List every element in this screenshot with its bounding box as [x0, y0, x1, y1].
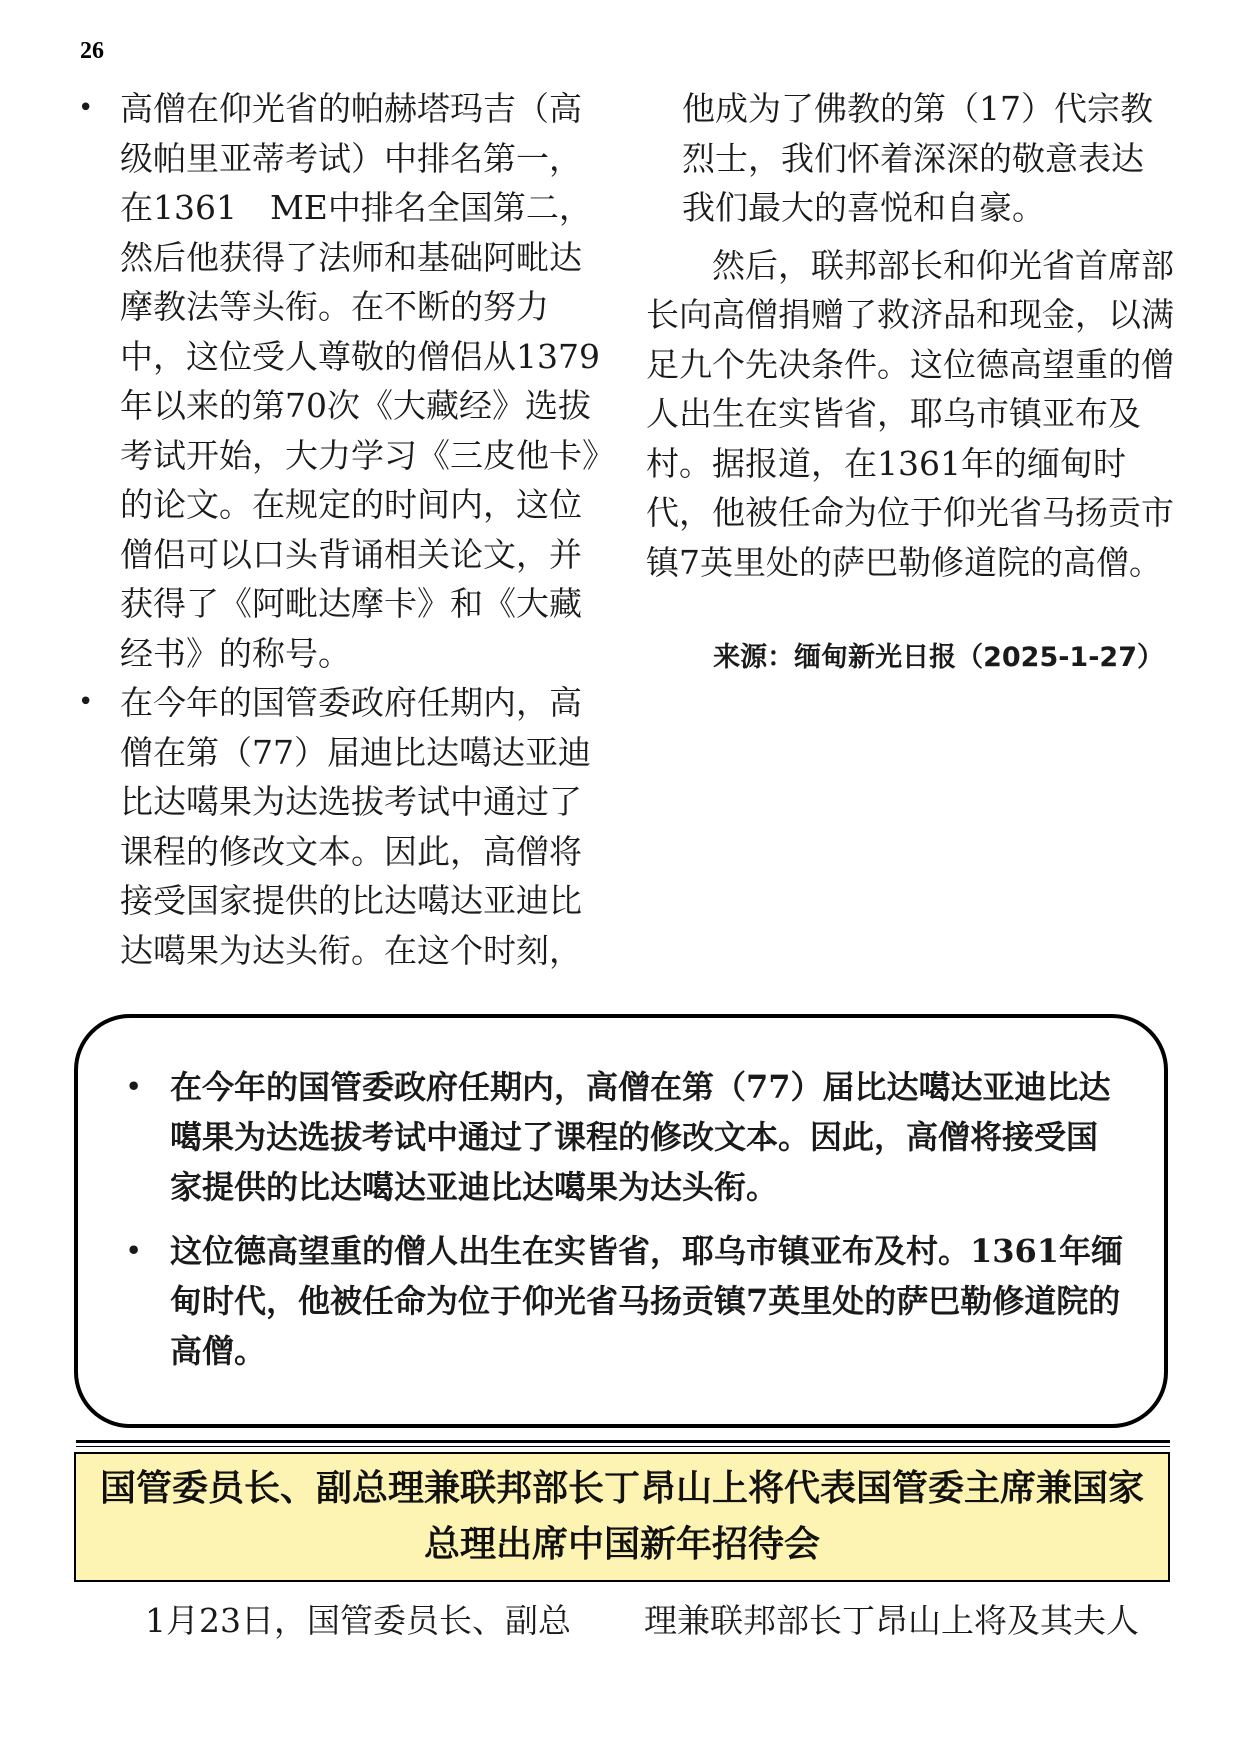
page-number: 26 [80, 38, 104, 64]
summary-box [74, 1014, 1168, 1428]
section-divider-thin [76, 1446, 1170, 1447]
article-lead-right: 理兼联邦部长丁昂山上将及其夫人 [644, 1601, 1139, 1640]
continued-paragraph: 他成为了佛教的第（17）代宗教烈士，我们怀着深深的敬意表达我们最大的喜悦和自豪。 [682, 89, 1153, 227]
section-divider [76, 1440, 1170, 1443]
left-bullet-list [76, 84, 608, 975]
article-headline [74, 1452, 1170, 1582]
summary-bullet-item: • 在今年的国管委政府任期内，高僧在第（77）届比达噶达亚迪比达噶果为达选拔考试中通过了课程的修改文本。因此，高僧将接受国家提供的比达噶达亚迪比达噶果为达头衔。 [118, 1062, 1128, 1212]
article-headline-text: 国管委员长、副总理兼联邦部长丁昂山上将代表国管委主席兼国家总理出席中国新年招待会 [99, 1468, 1144, 1565]
summary-bullet-list [118, 1062, 1128, 1376]
article-lead-left: 1月23日，国管委员长、副总 [145, 1601, 571, 1640]
summary-bullet-item: • 这位德高望重的僧人出生在实皆省，耶乌市镇亚布及村。1361年缅甸时代，他被任命为位于仰光省马扬贡镇7英里处的萨巴勒修道院的高僧。 [118, 1226, 1128, 1376]
left-column [76, 84, 608, 975]
left-bullet-item: • 高僧在仰光省的帕赫塔玛吉（高级帕里亚蒂考试）中排名第一，在1361 ME中排名全国第二，然后他获得了法师和基础阿毗达摩教法等头衔。在不断的努力中，这位受人尊敬的僧侣从1379年以来的第70次《大藏经》选拔考试开始，大力学习《三皮他卡》的论文。在规定的时间内，这位僧侣可以口头背诵相关论文，并获得了《阿毗达摩卡》和《大藏经书》的称号。 [76, 84, 608, 678]
body-paragraph: 然后，联邦部长和仰光省首席部长向高僧捐赠了救济品和现金，以满足九个先决条件。这位德高望重的僧人出生在实皆省，耶乌市镇亚布及村。据报道，在1361年的缅甸时代，他被任命为位于仰光省马扬贡市镇7英里处的萨巴勒修道院的高僧。 [646, 245, 1174, 582]
left-bullet-item: • 在今年的国管委政府任期内，高僧在第（77）届迪比达噶达亚迪比达噶果为达选拔考试中通过了课程的修改文本。因此，高僧将接受国家提供的比达噶达亚迪比达噶果为达头衔。在这个时刻， [76, 678, 608, 975]
source-citation: 来源：缅甸新光日报（2025-1-27） [713, 642, 1164, 673]
right-column [646, 84, 1174, 683]
